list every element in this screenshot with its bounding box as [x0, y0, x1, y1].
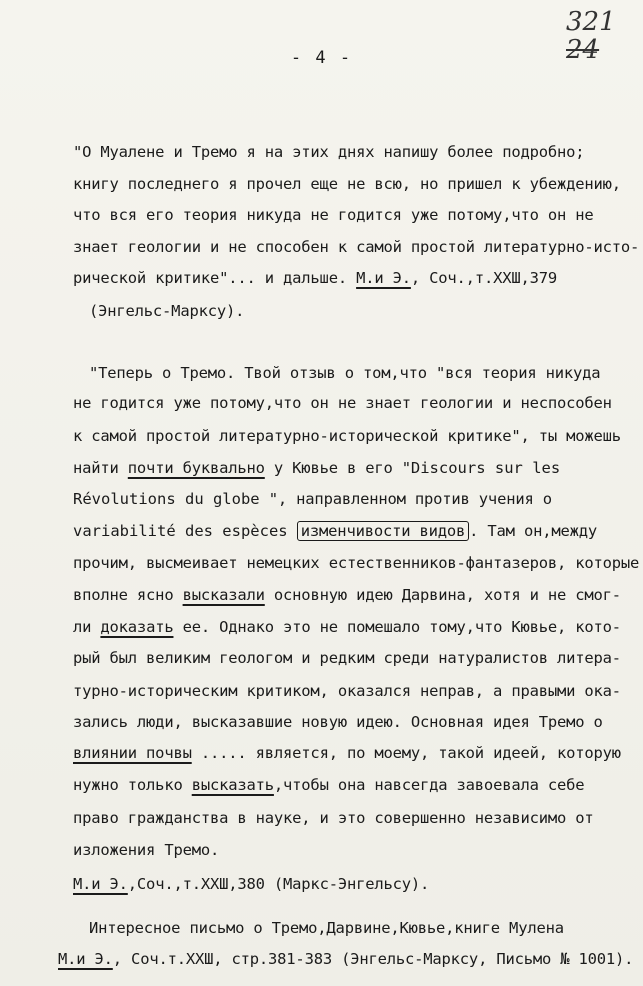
citation-details: , Соч.,т.ХХШ,379: [410, 269, 557, 287]
bracketed-translation: изменчивости видов: [297, 521, 469, 541]
citation-source: М.и Э.: [73, 875, 128, 893]
quote2-line: изложения Тремо.: [73, 841, 220, 859]
quote2-line: [73, 521, 597, 541]
quote2-line: зались люди, высказавшие новую идею. Основная идея Тремо о: [73, 713, 603, 731]
quote2-text: основную идею Дарвина, хотя и не смог-: [264, 586, 621, 604]
closing-note: Интересное письмо о Тремо,Дарвине,Кювье,книге Мулена: [89, 919, 564, 937]
quote2-line: [73, 775, 584, 795]
quote1-line: [73, 268, 557, 288]
quote2-text: ", направленном против учения о: [259, 490, 552, 508]
quote1-line: знает геологии и не способен к самой простой литературно-исто-: [73, 238, 640, 256]
underlined-phrase: влиянии почвы: [73, 744, 192, 762]
quote2-text: ее. Однако это не помешало тому,что Кювье, кото-: [173, 618, 621, 636]
quote2-text: . Там он,между: [469, 522, 598, 540]
quote2-text: вполне ясно: [73, 586, 183, 604]
quote2-line: рый был великим геологом и редким среди натуралистов литера-: [73, 649, 621, 667]
quote2-text: нужно только: [73, 776, 192, 794]
quote1-line: что вся его теория никуда не годится уже потому,что он не: [73, 206, 594, 224]
citation-correspondents: (Энгельс-Марксу).: [89, 302, 245, 320]
closing-citation: [58, 949, 633, 969]
citation-line: [73, 874, 429, 894]
quote2-text: ли: [73, 618, 101, 636]
page-number: - 4 -: [290, 48, 353, 68]
quote2-line: [73, 489, 552, 509]
archive-number-bottom: 24: [566, 35, 600, 65]
french-term: variabilité des espèces: [73, 522, 288, 540]
citation-details: , Соч.т.ХХШ, стр.381-383 (Энгельс-Марксу, Письмо № 1001).: [112, 950, 634, 968]
citation-details: ,Соч.,т.ХХШ,380 (Маркс-Энгельсу).: [127, 875, 430, 893]
quote2-line: турно-историческим критиком, оказался неправ, а правыми ока-: [73, 682, 621, 700]
quote2-text: у Кювье в его ": [264, 459, 411, 477]
quote2-text: найти: [73, 459, 128, 477]
quote2-line: прочим, высмеивает немецких естественников-фантазеров, которые: [73, 554, 640, 572]
citation-source: М.и Э.: [356, 269, 411, 287]
underlined-word: высказать: [191, 776, 274, 794]
quote2-line: к самой простой литературно-исторической критике", ты можешь: [73, 427, 621, 445]
quote1-line: "О Муалене и Тремо я на этих днях напишу более подробно;: [73, 143, 585, 161]
quote2-text: ,чтобы она навсегда завоевала себе: [273, 776, 585, 794]
underlined-phrase: почти буквально: [127, 459, 265, 477]
quote2-line: [73, 458, 560, 478]
citation-source: М.и Э.: [58, 950, 113, 968]
quote2-line: право гражданства в науке, и это совершенно независимо от: [73, 809, 594, 827]
underlined-word: высказали: [182, 586, 265, 604]
quote1-line: книгу последнего я прочел еще не всю, но пришел к убеждению,: [73, 175, 621, 193]
quote2-line: не годится уже потому,что он не знает геологии и неспособен: [73, 394, 612, 412]
archive-number-top: 321: [566, 7, 616, 37]
quote2-line: [73, 585, 621, 605]
french-title: Révolutions du globe: [73, 490, 260, 508]
quote2-line: "Теперь о Тремо. Твой отзыв о том,что "вся теория никуда: [89, 364, 601, 382]
quote2-text: ..... является, по моему, такой идеей, которую: [191, 744, 621, 762]
quote2-line: [73, 617, 621, 637]
quote2-line: [73, 743, 621, 763]
french-title: Discours sur les: [410, 459, 561, 477]
underlined-word: доказать: [100, 618, 174, 636]
quote1-text: рической критике"... и дальше.: [73, 269, 357, 287]
